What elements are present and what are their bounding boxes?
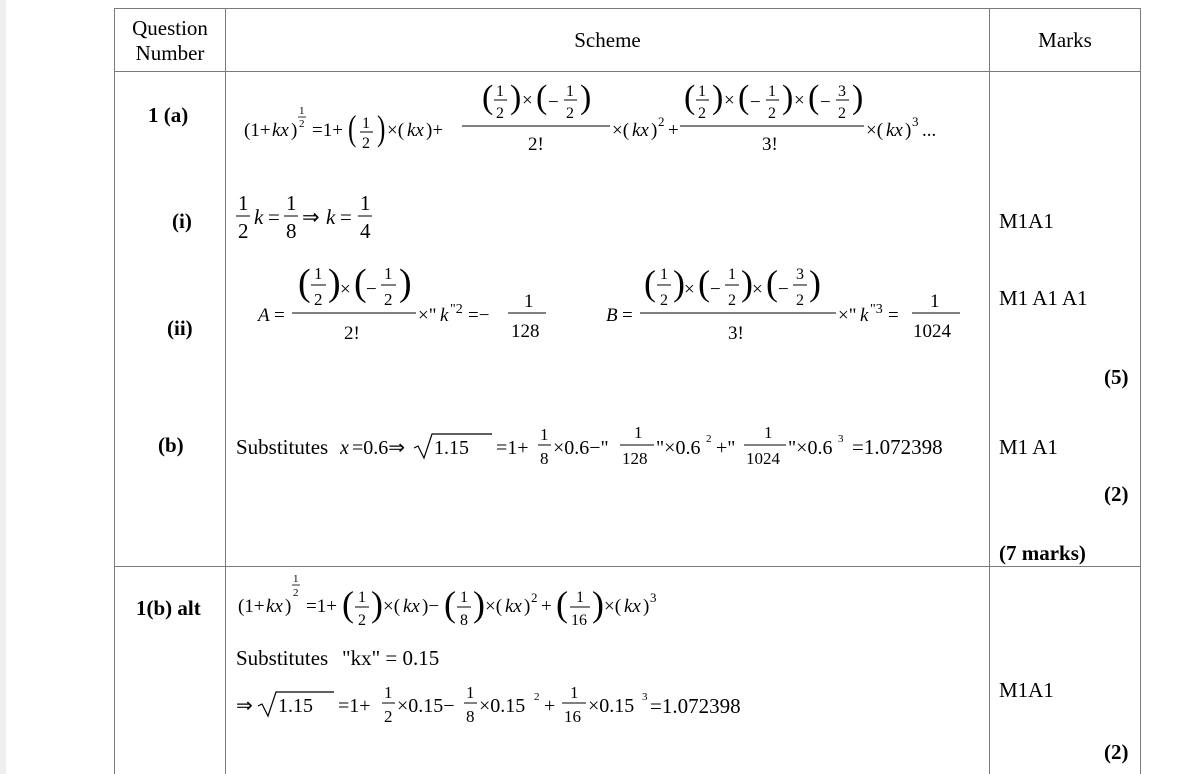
svg-text:1024: 1024 [913, 321, 951, 342]
svg-text:×: × [752, 279, 763, 300]
svg-text:A: A [258, 305, 270, 326]
svg-text:2: 2 [660, 292, 668, 309]
substitutes-label-alt: Substitutes [236, 646, 329, 670]
svg-text:×0.15−: ×0.15− [397, 695, 455, 717]
svg-text:8: 8 [286, 219, 297, 243]
svg-text:"2: "2 [450, 302, 463, 317]
svg-text:16: 16 [571, 612, 587, 629]
header-question-number [116, 16, 224, 66]
svg-text:3: 3 [838, 83, 846, 100]
svg-text:=0.6⇒: =0.6⇒ [352, 437, 406, 459]
svg-text:×: × [684, 279, 695, 300]
svg-text:+: + [541, 596, 552, 617]
svg-text:−: − [548, 92, 559, 113]
svg-text:"×0.6: "×0.6 [788, 437, 833, 459]
svg-text:2: 2 [496, 105, 504, 122]
svg-text:=: = [274, 305, 285, 326]
header-question-line: Question Number [132, 16, 208, 65]
equation-1b-alt-result [236, 678, 696, 738]
svg-text:×(: ×( [604, 596, 622, 617]
header-marks: Marks [1038, 28, 1092, 52]
svg-text:×: × [340, 279, 351, 300]
svg-text:8: 8 [540, 449, 549, 468]
svg-text:×(: ×( [485, 596, 503, 617]
svg-text:2: 2 [238, 219, 249, 243]
svg-text:2: 2 [314, 290, 323, 309]
svg-text:=−: =− [468, 305, 490, 326]
svg-text:kx: kx [624, 596, 641, 617]
svg-text:1: 1 [728, 266, 736, 283]
total-1b: (2) [1104, 482, 1129, 506]
marks-1b-alt: M1A1 [999, 678, 1054, 702]
svg-text:): ) [377, 107, 386, 149]
svg-text:1: 1 [360, 191, 371, 215]
svg-text:(1+: (1+ [238, 596, 265, 617]
svg-text:(: ( [766, 263, 778, 303]
svg-text:2: 2 [658, 114, 665, 129]
svg-text:"3: "3 [870, 302, 883, 317]
svg-text:): ) [371, 584, 383, 624]
svg-text:×0.6−": ×0.6−" [553, 437, 609, 459]
svg-text:(: ( [348, 107, 357, 149]
svg-text:1: 1 [524, 291, 534, 312]
svg-text:−: − [820, 92, 831, 113]
svg-text:): ) [741, 263, 753, 303]
marks-1a-ii: M1 A1 A1 [999, 286, 1088, 310]
svg-text:2: 2 [384, 290, 393, 309]
equation-1a-i [236, 190, 436, 250]
svg-text:128: 128 [511, 321, 540, 342]
svg-text:1: 1 [566, 83, 574, 100]
question-1b: (b) [158, 433, 184, 457]
svg-text:8: 8 [466, 707, 475, 726]
svg-text:): ) [673, 263, 685, 303]
header-scheme: Scheme [574, 28, 641, 52]
question-1b-alt: 1(b) alt [136, 596, 201, 620]
svg-text:2: 2 [768, 105, 776, 122]
svg-text:): ) [782, 79, 794, 116]
svg-text:(: ( [536, 79, 548, 116]
svg-text:2: 2 [362, 135, 370, 152]
svg-text:k: k [860, 305, 869, 326]
svg-text:=1+: =1+ [312, 120, 343, 141]
svg-text:): ) [712, 79, 724, 116]
svg-text:2: 2 [838, 105, 846, 122]
svg-text:3: 3 [796, 266, 804, 283]
expansion-1b-alt [238, 568, 758, 632]
svg-text:1: 1 [764, 423, 773, 442]
svg-text:1: 1 [314, 264, 323, 283]
svg-text:=1+: =1+ [338, 695, 371, 717]
svg-text:2: 2 [706, 433, 712, 445]
svg-text:): ) [592, 584, 604, 624]
svg-text:): ) [905, 120, 912, 141]
svg-text:16: 16 [564, 707, 581, 726]
svg-text:1: 1 [930, 291, 940, 312]
svg-text:1: 1 [466, 683, 475, 702]
svg-text:1024: 1024 [746, 449, 780, 468]
svg-text:(: ( [444, 584, 456, 624]
svg-text:"×0.6: "×0.6 [656, 437, 701, 459]
svg-text:1: 1 [698, 83, 706, 100]
substitutes-label-b: Substitutes [236, 435, 329, 459]
svg-text:3: 3 [912, 114, 919, 129]
grand-total: (7 marks) [999, 541, 1086, 565]
svg-text:×: × [724, 90, 735, 111]
svg-text:k: k [326, 205, 336, 229]
page-edge [0, 0, 6, 774]
svg-text:3: 3 [642, 691, 648, 703]
svg-text:kx: kx [403, 596, 420, 617]
svg-text:1: 1 [358, 589, 366, 606]
svg-text:): ) [852, 79, 864, 116]
equation-1a-ii-A [256, 255, 576, 345]
svg-text:1: 1 [570, 683, 579, 702]
svg-text:1: 1 [496, 83, 504, 100]
svg-text:−: − [778, 279, 789, 300]
svg-text:k: k [440, 305, 449, 326]
svg-text:): ) [651, 120, 658, 141]
svg-text:1: 1 [286, 191, 297, 215]
svg-text:1: 1 [768, 83, 776, 100]
svg-text:1: 1 [238, 191, 249, 215]
svg-text:2: 2 [728, 292, 736, 309]
svg-text:kx: kx [886, 120, 903, 141]
svg-text:3: 3 [838, 433, 844, 445]
svg-text:): ) [643, 596, 650, 617]
svg-text:1: 1 [384, 264, 393, 283]
equation-1a-ii-B [604, 255, 974, 345]
svg-text:×(: ×( [387, 120, 405, 141]
svg-text:3: 3 [650, 590, 657, 605]
svg-text:): ) [473, 584, 485, 624]
svg-text:kx: kx [266, 596, 283, 617]
svg-text:1: 1 [362, 115, 370, 132]
svg-text:1: 1 [634, 423, 643, 442]
svg-text:2: 2 [293, 587, 299, 599]
svg-text:(: ( [808, 79, 820, 116]
svg-text:2: 2 [358, 612, 366, 629]
svg-text:2: 2 [796, 292, 804, 309]
marks-1a-i: M1A1 [999, 209, 1054, 233]
expansion-1a [244, 78, 964, 158]
svg-text:1: 1 [576, 589, 584, 606]
svg-text:×0.15: ×0.15 [479, 695, 526, 717]
svg-text:): ) [809, 263, 821, 303]
svg-text:2: 2 [566, 105, 574, 122]
svg-text:2: 2 [698, 105, 706, 122]
svg-text:×: × [522, 90, 533, 111]
question-1a-ii: (ii) [167, 316, 193, 340]
svg-text:×: × [794, 90, 805, 111]
svg-text:1: 1 [293, 573, 299, 585]
svg-text:−: − [366, 279, 377, 300]
svg-text:): ) [328, 262, 341, 304]
svg-text:2: 2 [531, 590, 538, 605]
svg-text:(: ( [298, 262, 311, 304]
svg-text:+: + [668, 120, 679, 141]
svg-text:(: ( [482, 79, 494, 116]
svg-text:(: ( [738, 79, 750, 116]
svg-text:(: ( [354, 262, 367, 304]
svg-text:×0.15: ×0.15 [588, 695, 635, 717]
svg-text:=: = [622, 305, 633, 326]
marks-1b: M1 A1 [999, 435, 1058, 459]
svg-text:(: ( [698, 263, 710, 303]
question-1a: 1 (a) [148, 103, 189, 127]
svg-text:): ) [291, 120, 298, 141]
svg-text:(: ( [556, 584, 568, 624]
svg-text:1: 1 [460, 589, 468, 606]
svg-text:1: 1 [384, 683, 393, 702]
svg-text:B: B [606, 305, 618, 326]
svg-text:k: k [254, 205, 264, 229]
svg-text:4: 4 [360, 219, 371, 243]
svg-text:−: − [750, 92, 761, 113]
svg-text:): ) [399, 262, 412, 304]
svg-text:=: = [888, 305, 899, 326]
svg-text:⇒: ⇒ [302, 205, 320, 229]
svg-text:1: 1 [660, 266, 668, 283]
svg-text:2!: 2! [344, 323, 360, 344]
question-1a-i: (i) [172, 209, 192, 233]
svg-text:×(: ×( [383, 596, 401, 617]
svg-text:2: 2 [534, 691, 540, 703]
total-1a: (5) [1104, 365, 1129, 389]
svg-text:(: ( [684, 79, 696, 116]
svg-text:−: − [710, 279, 721, 300]
svg-text:)+: )+ [426, 120, 444, 141]
svg-text:x: x [340, 437, 349, 459]
svg-text:×": ×" [838, 305, 857, 326]
result-1b: =1.072398 [852, 435, 943, 459]
svg-text:⇒: ⇒ [236, 695, 253, 717]
svg-text:×": ×" [418, 305, 437, 326]
svg-text:kx: kx [632, 120, 649, 141]
svg-text:2: 2 [384, 707, 393, 726]
svg-text:=1+: =1+ [306, 596, 337, 617]
svg-text:): ) [524, 596, 531, 617]
svg-text:(1+: (1+ [244, 120, 271, 141]
svg-text:8: 8 [460, 612, 468, 629]
svg-text:1: 1 [299, 105, 305, 117]
svg-text:+": +" [716, 437, 736, 459]
svg-text:1.15: 1.15 [434, 437, 469, 459]
svg-text:2: 2 [299, 118, 305, 130]
svg-text:): ) [285, 596, 292, 617]
svg-text:(: ( [644, 263, 656, 303]
svg-text:3!: 3! [728, 323, 744, 344]
kx-substitution: "kx" = 0.15 [342, 646, 440, 670]
svg-text:×(: ×( [866, 120, 884, 141]
svg-text:=: = [340, 205, 352, 229]
svg-text:): ) [580, 79, 592, 116]
svg-text:128: 128 [622, 449, 648, 468]
svg-text:...: ... [922, 120, 937, 141]
svg-text:kx: kx [407, 120, 424, 141]
result-1b-alt: =1.072398 [650, 694, 741, 718]
svg-text:2!: 2! [528, 134, 544, 155]
svg-text:=: = [268, 205, 280, 229]
svg-text:1: 1 [540, 425, 549, 444]
svg-text:×(: ×( [612, 120, 630, 141]
svg-text:kx: kx [272, 120, 289, 141]
svg-text:=1+: =1+ [496, 437, 529, 459]
svg-text:(: ( [342, 584, 354, 624]
svg-text:): ) [510, 79, 522, 116]
svg-text:3!: 3! [762, 134, 778, 155]
svg-text:)−: )− [422, 596, 440, 617]
svg-text:+: + [544, 695, 556, 717]
svg-text:kx: kx [505, 596, 522, 617]
total-1b-alt: (2) [1104, 740, 1129, 764]
svg-text:1.15: 1.15 [278, 695, 313, 717]
